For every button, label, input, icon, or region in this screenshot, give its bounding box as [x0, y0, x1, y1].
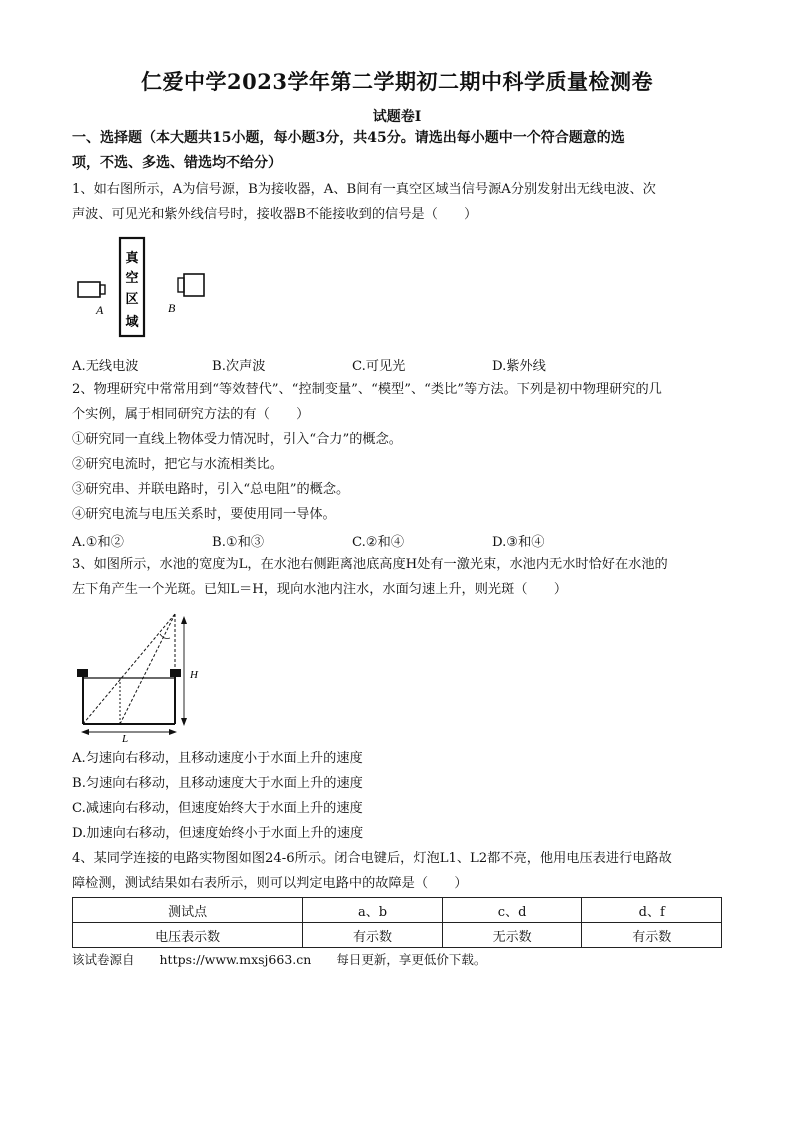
q2-option-c: C.②和④ [352, 535, 405, 550]
label-h: H [190, 669, 198, 681]
q1-figure [72, 232, 222, 342]
label-a: A [96, 303, 104, 317]
q1-option-d: D.紫外线 [492, 359, 546, 374]
q2-stem-line1: 2、物理研究中常常用到“等效替代”、“控制变量”、“模型”、“类比”等方法。下列是初中物理研究的几 [72, 382, 662, 397]
table-row [73, 923, 722, 948]
q1-stem-line2: 声波、可见光和紫外线信号时，接收器B不能接收到的信号是（ ） [72, 207, 478, 222]
right-wall-cap [170, 669, 181, 677]
section-heading-line2: 项，不选、多选、错选均不给分） [72, 155, 282, 171]
q3-figure [72, 606, 202, 742]
q3-option-d: D.加速向右移动，但速度始终小于水面上升的速度 [72, 826, 364, 841]
q3-option-c: C.减速向右移动，但速度始终大于水面上升的速度 [72, 801, 363, 816]
table-cell: 有示数 [303, 923, 443, 948]
source-footer: 该试卷源自 https://www.mxsj663.cn 每日更新，享更低价下载。 [72, 952, 487, 967]
table-cell: d、f [582, 898, 722, 923]
q3-option-a: A.匀速向右移动，且移动速度小于水面上升的速度 [72, 751, 363, 766]
section-heading-line1: 一、选择题（本大题共15小题，每小题3分，共45分。请选出每小题中一个符合题意的选 [72, 130, 625, 146]
q1-option-b: B.次声波 [212, 359, 266, 374]
q2-option-b: B.①和③ [212, 535, 265, 550]
table-cell: c、d [442, 898, 582, 923]
table-cell: 有示数 [582, 923, 722, 948]
q1-stem-line1: 1、如右图所示，A为信号源，B为接收器，A、B间有一真空区域当信号源A分别发射出无线电波、次 [72, 182, 656, 197]
q3-stem-line1: 3、如图所示，水池的宽度为L，在水池右侧距离池底高度H处有一激光束，水池内无水时恰好在水池的 [72, 557, 668, 572]
q4-stem-line2: 障检测，测试结果如右表所示，则可以判定电路中的故障是（ ） [72, 876, 468, 891]
q2-item-3: ③研究串、并联电路时，引入“总电阻”的概念。 [72, 482, 350, 497]
q3-stem-line2: 左下角产生一个光斑。已知L＝H，现向水池内注水，水面匀速上升，则光斑（ ） [72, 582, 568, 597]
table-header-row [73, 898, 722, 923]
left-wall-cap [77, 669, 88, 677]
q2-option-d: D.③和④ [492, 535, 545, 550]
receiver-b-shape [178, 278, 184, 292]
table-cell: 测试点 [73, 898, 303, 923]
q1-option-c: C.可见光 [352, 359, 406, 374]
source-a-shape [78, 282, 100, 297]
q2-item-4: ④研究电流与电压关系时，要使用同一导体。 [72, 507, 336, 522]
box-char-4: 域 [125, 315, 139, 330]
table-cell: 无示数 [442, 923, 582, 948]
q2-item-2: ②研究电流时，把它与水流相类比。 [72, 457, 283, 472]
q4-stem-line1: 4、某同学连接的电路实物图如图24-6所示。闭合电键后，灯泡L1、L2都不亮，他用电压表进行电路故 [72, 851, 672, 866]
label-b: B [168, 301, 176, 315]
page-title: 仁爱中学2023学年第二学期初二期中科学质量检测卷 [141, 69, 653, 94]
box-char-1: 真 [125, 251, 139, 266]
q2-option-a: A.①和② [72, 535, 124, 550]
q4-result-table [72, 897, 722, 948]
q1-option-a: A.无线电波 [72, 359, 139, 374]
table-cell: a、b [303, 898, 443, 923]
q2-stem-line2: 个实例，属于相同研究方法的有（ ） [72, 407, 310, 422]
page-subtitle: 试题卷Ⅰ [372, 109, 422, 125]
label-l: L [122, 733, 129, 742]
box-char-2: 空 [125, 271, 139, 286]
table-cell: 电压表示数 [73, 923, 303, 948]
q2-item-1: ①研究同一直线上物体受力情况时，引入“合力”的概念。 [72, 432, 402, 447]
box-char-3: 区 [125, 292, 139, 307]
q3-option-b: B.匀速向右移动，且移动速度大于水面上升的速度 [72, 776, 363, 791]
